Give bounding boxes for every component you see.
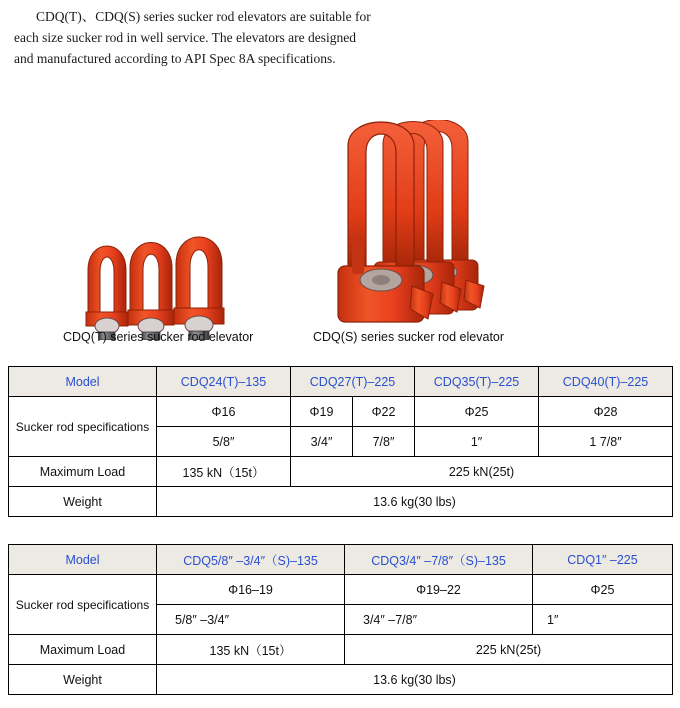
t1-rod-in-2: 3/4″ [291, 427, 353, 457]
t2-model-2: CDQ3/4″ –7/8″（S)–135 [345, 545, 533, 575]
t1-rod-mm-2: Φ19 [291, 397, 353, 427]
t2-rod-spec-label: Sucker rod specifications [9, 575, 157, 635]
table-row [9, 457, 673, 487]
table-row [9, 545, 673, 575]
table-row [9, 635, 673, 665]
table-row [9, 367, 673, 397]
t2-weight-value: 13.6 kg(30 lbs) [157, 665, 673, 695]
t2-model-label: Model [9, 545, 157, 575]
caption-cdqt: CDQ(T) series sucker rod elevator [63, 330, 254, 344]
t2-model-3: CDQ1″ –225 [533, 545, 673, 575]
table-row [9, 665, 673, 695]
t2-rod-in-2: 3/4″ –7/8″ [345, 605, 533, 635]
t2-weight-label: Weight [9, 665, 157, 695]
t2-maxload-2: 225 kN(25t) [345, 635, 673, 665]
spec-table-cdqs [8, 544, 673, 695]
t2-maxload-1: 135 kN（15t） [157, 635, 345, 665]
t1-maxload-2: 225 kN(25t) [291, 457, 673, 487]
t1-model-4: CDQ40(T)–225 [539, 367, 673, 397]
t2-rod-in-1: 5/8″ –3/4″ [157, 605, 345, 635]
intro-line-2: each size sucker rod in well service. The elevators are designed [14, 30, 356, 45]
t1-rod-in-4: 1″ [415, 427, 539, 457]
t1-rod-in-3: 7/8″ [353, 427, 415, 457]
t1-model-label: Model [9, 367, 157, 397]
t1-rod-spec-label: Sucker rod specifications [9, 397, 157, 457]
t1-maxload-1: 135 kN（15t） [157, 457, 291, 487]
t1-rod-mm-4: Φ25 [415, 397, 539, 427]
t2-rod-mm-2: Φ19–22 [345, 575, 533, 605]
intro-line-3: and manufactured according to API Spec 8A specifications. [14, 51, 336, 66]
cdqt-unit-3 [174, 237, 224, 340]
t1-model-2: CDQ27(T)–225 [291, 367, 415, 397]
caption-cdqs: CDQ(S) series sucker rod elevator [313, 330, 505, 344]
t1-rod-mm-3: Φ22 [353, 397, 415, 427]
cdqt-unit-2 [128, 243, 174, 341]
table-row [9, 487, 673, 517]
t1-rod-in-5: 1 7/8″ [539, 427, 673, 457]
table-row [9, 397, 673, 427]
t2-rod-in-3: 1″ [533, 605, 673, 635]
t1-maxload-label: Maximum Load [9, 457, 157, 487]
intro-paragraph [14, 6, 374, 69]
t2-rod-mm-3: Φ25 [533, 575, 673, 605]
t2-model-1: CDQ5/8″ –3/4″（S)–135 [157, 545, 345, 575]
t1-weight-label: Weight [9, 487, 157, 517]
t2-rod-mm-1: Φ16–19 [157, 575, 345, 605]
t1-rod-mm-5: Φ28 [539, 397, 673, 427]
intro-line-1: CDQ(T)、CDQ(S) series sucker rod elevators are suitable for [36, 9, 371, 24]
t1-model-3: CDQ35(T)–225 [415, 367, 539, 397]
figure-captions [0, 330, 680, 352]
cdqt-unit-1 [86, 246, 128, 340]
product-illustrations [0, 120, 680, 340]
table-row [9, 575, 673, 605]
spec-table-cdqt [8, 366, 673, 517]
t1-rod-in-1: 5/8″ [157, 427, 291, 457]
t2-maxload-label: Maximum Load [9, 635, 157, 665]
t1-weight-value: 13.6 kg(30 lbs) [157, 487, 673, 517]
elevators-illustration [0, 120, 680, 340]
t1-rod-mm-1: Φ16 [157, 397, 291, 427]
t1-model-1: CDQ24(T)–135 [157, 367, 291, 397]
